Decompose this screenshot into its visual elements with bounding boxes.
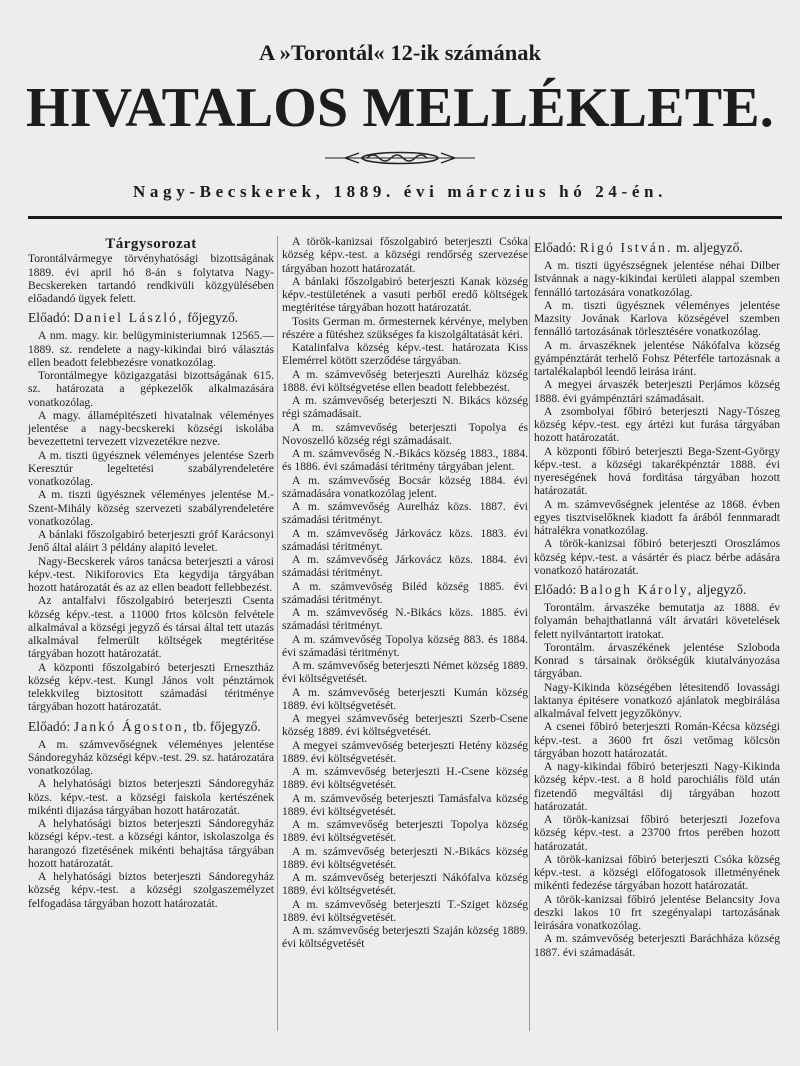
agenda-item: A központi főbiró beterjeszti Bega-Szent-György képv.-test. a községi takarékpénztár 1888. évi nyereségének hová forditása tárgyában hozott határozatát. — [534, 445, 780, 498]
column-divider — [277, 236, 278, 1031]
agenda-item: A m. számvevőség beterjeszti Topolya község 1889. évi költségvetését. — [282, 819, 528, 845]
agenda-item: A m. számvevőség N.-Bikács község 1883., 1884. és 1886. évi számadási téritmény tárgyában jelent. — [282, 448, 528, 474]
agenda-item: Nagy-Becskerek város tanácsa beterjeszti a városi képv.-test. Nikiforovics Eta kegydija tárgyában hozott határozatát és az az ellen beadott fellebbezést. — [28, 555, 274, 594]
agenda-item: A török-kanizsai főbiró jelentése Belancsity Jova deszki lakos 10 frt szegényalapi tartozásának leirására vonatkozólag. — [534, 893, 780, 932]
ornament-divider-icon — [0, 150, 800, 171]
agenda-item: A nagy-kikindai főbiró beterjeszti Nagy-Kikinda község képv.-test. a 8 hold parochiális föld után fizetendő megváltási dij tárgyában hozott határozatát. — [534, 761, 780, 813]
agenda-item: A m. számvevőség Bocsár község 1884. évi számadására vonatkozólag jelent. — [282, 474, 528, 500]
agenda-item: A m. számvevőség beterjeszti Aurelház község 1888. évi költségvetése ellen beadott felebbezést. — [282, 368, 528, 394]
masthead-title — [0, 76, 800, 140]
agenda-item: Az antalfalvi főszolgabiró beterjeszti Csenta község képv.-test. a 11000 frtos kölcsön felvétele alkalmával a községi jegyző és társai által tett utazás alkalmával felmerült költségek megtéritése tárgyában hozott határozatát. — [28, 595, 274, 661]
speaker-heading — [534, 581, 780, 599]
agenda-item: A m. számvevőség N.-Bikács közs. 1885. évi számadási téritményt. — [282, 607, 528, 633]
agenda-item: A m. számvevőség beterjeszti N.-Bikács község 1889. évi költségvetését. — [282, 845, 528, 871]
agenda-item: A m. számvevőség beterjeszti Tamásfalva község 1889. évi költségvetését. — [282, 792, 528, 818]
agenda-item: A m. tiszti ügyésznek véleményes jelentése M.-Szent-Mihály község szervezeti szabályrendeletére vonatkozólag. — [28, 489, 274, 528]
agenda-item: Nagy-Kikinda községében létesitendő lovassági laktanya épitésere vonatkozó ajánlatok megbirálása alkalmával felvett jegyzőkönyv. — [534, 681, 780, 720]
agenda-item: A m. tiszti ügyészségnek jelentése néhai Dilber Istvánnak a nagy-kikindai kerületi alappal szemben fennálló tartozására vonatkozólag. — [534, 260, 780, 299]
speaker-heading — [28, 718, 274, 736]
agenda-item: A m. számvevőség Aurelház közs. 1887. évi számadási téritményt. — [282, 501, 528, 527]
agenda-item: A m. számvevőség beterjeszti Baráchháza község 1887. évi számadását. — [534, 933, 780, 959]
agenda-item: A helyhatósági biztos beterjeszti Sándoregyház községi képv.-test. a községi kántor, iskolaszolga és harangozó fizetésének mikénti behajtása tárgyában hozott határozatát. — [28, 818, 274, 870]
agenda-item: A zsombolyai főbiró beterjeszti Nagy-Tószeg község képv.-test. egy ártézi kut furása tárgyában hozott határozatát. — [534, 405, 780, 445]
agenda-item: A csenei főbiró beterjeszti Román-Kécsa községi képv.-test. a 3600 frt őszi vetőmag kölcsön tárgyában hozott határozatát. — [534, 721, 780, 760]
agenda-item: Torontálm. árvaszékének jelentése Szloboda Konrad s társainak örökségük kiutalványozása tárgyában. — [534, 641, 780, 681]
agenda-item: A magy. államépitészeti hivatalnak véleményes jelentése a nagy-becskereki községi iskolába bevezettetni tervezett vizvezetékre nezve. — [28, 409, 274, 449]
agenda-item: A központi főszolgabiró beterjeszti Ernesztház község képv.-test. Kungl János volt pénztárnok telekkvileg biztositott számadási téritménye tárgyában hozott határozatát. — [28, 661, 274, 714]
agenda-item: A bánlaki főszolgabiró beterjeszti Kanak község képv.-testületének a vasuti perből eredő költségek megtéritése tárgyában hozott határozatát. — [282, 275, 528, 315]
agenda-item: A török-kanizsai főbiró beterjeszti Jozefova község képv.-test. a 23700 frtos perében hozott határozatát. — [534, 814, 780, 853]
speaker-name: Jankó Ágoston, — [73, 718, 190, 734]
speaker-label: Előadó: — [28, 310, 71, 326]
agenda-item: A megyei árvaszék beterjeszti Perjámos község 1888. évi gyámpénztári számadásait. — [534, 379, 780, 405]
speaker-heading — [28, 309, 274, 327]
agenda-item: A m. számvevőség beterjeszti Kumán község 1889. évi költségvetését. — [282, 686, 528, 712]
speaker-label: Előadó: — [534, 582, 577, 597]
speaker-heading — [534, 239, 780, 257]
agenda-item: Tosits German m. őrmesternek kérvénye, melyben részére a fütéshez szükséges fa kiszolgáltatását kéri. — [282, 315, 528, 341]
agenda-item: A megyei számvevőség beterjeszti Szerb-Csene község 1889. évi költségvetését. — [282, 713, 528, 739]
agenda-item: Katalinfalva község képv.-test. határozata Kiss Elemérrel kötött szerződése tárgyában. — [282, 342, 528, 368]
agenda-item: A m. számvevőség beterjeszti N. Bikács község régi számadásait. — [282, 395, 528, 421]
agenda-heading: Tárgysorozat — [105, 236, 197, 252]
agenda-item: A megyei számvevőség beterjeszti Hetény község 1889. évi költségvetését. — [282, 739, 528, 765]
agenda-item: A m. számvevőség beterjeszti Szaján község 1889. évi költségvetését — [282, 925, 528, 951]
speaker-label: Előadó: — [28, 718, 71, 734]
agenda-item: A m. tiszti ügyésznek véleményes jelentése Mazsity Jovának Karlova községével szemben fennálló tartozásának törlesztésére vonatkozólag. — [534, 299, 780, 339]
dateline — [0, 182, 800, 202]
agenda-item: A bánlaki főszolgabiró beterjeszti gróf Karácsonyi Jenő által aláirt 3 példány alapitó levelet. — [28, 529, 274, 555]
agenda-item: A helyhatósági biztos beterjeszti Sándoregyház közs. képv.-test. a községi faiskola kertészének mikénti dijazása tárgyában hozott határozatát. — [28, 778, 274, 817]
agenda-item: A m. számvevőség beterjeszti Nákófalva község 1889. évi költségvetését. — [282, 872, 528, 898]
speaker-label: Előadó: — [534, 240, 577, 255]
agenda-item: A török-kanizsai főbiró beterjeszti Oroszlámos község képv.-test. a vásártér és piacz bérbe adására vonatkozó határozatát. — [534, 538, 780, 577]
agenda-item: A m. számvevőségnek jelentése az 1868. évben egyes tisztviselőknek kiadott fa árából fennmaradt hátralékra vonatkozólag. — [534, 498, 780, 537]
agenda-item: A m. számvevőség Topolya község 883. és 1884. évi számadási téritményt. — [282, 633, 528, 659]
speaker-role: tb. főjegyző. — [192, 718, 261, 734]
supplement-subtitle — [0, 40, 800, 66]
agenda-item: A m. számvevőség Járkovácz közs. 1883. évi számadási téritményt. — [282, 527, 528, 553]
dateline-text: Nagy-Becskerek, 1889. évi márczius hó 24-én. — [133, 182, 667, 201]
column-3 — [534, 236, 780, 960]
agenda-item: A török-kanizsai főszolgabiró beterjeszti Csóka község képv.-test. a községi rendőrség szervezése tárgyában hozott határozatát. — [282, 236, 528, 275]
agenda-item: A török-kanizsai főbiró beterjeszti Csóka község képv.-test. a községi előfogatosok illetményének mikénti fedezése tárgyában hozott határozatát. — [534, 853, 780, 893]
header-rule — [28, 216, 782, 219]
speaker-name: Daniel László, — [73, 310, 184, 326]
agenda-item: A m. számvevőség beterjeszti Topolya és Novoszelló község régi számadásait. — [282, 421, 528, 447]
agenda-item: A m. tiszti ügyésznek véleményes jelentése Szerb Keresztúr legeltetési szabályrendeletére vonatkozólag. — [28, 449, 274, 488]
column-2 — [282, 236, 528, 952]
agenda-item: A m. számvevőség beterjeszti T.-Sziget község 1889. évi költségvetését. — [282, 898, 528, 924]
speaker-role: főjegyző. — [187, 310, 239, 326]
agenda-item: A helyhatósági biztos beterjeszti Sándoregyház község képv.-test. a községi szolgaszemélyzet felfogadása tárgyában hozott határozatát. — [28, 871, 274, 910]
speaker-role: aljegyző. — [696, 582, 747, 597]
title-text: HIVATALOS MELLÉKLETE. — [26, 77, 774, 139]
agenda-item: A m. számvevőség beterjeszti Német község 1889. évi költségvetését. — [282, 660, 528, 686]
speaker-name: Balogh Károly, — [579, 582, 694, 597]
agenda-item: A m. számvevőségnek véleményes jelentése Sándoregyház községi képv.-test. 29. sz. határozatára vonatkozólag. — [28, 738, 274, 777]
agenda-item: Torontálm. árvaszéke bemutatja az 1888. év folyamán behajthatlanná vált árvatári követelések felett nyilvántartott iratokat. — [534, 602, 780, 641]
agenda-item: A m. számvevőség Járkovácz közs. 1884. évi számadási téritményt. — [282, 554, 528, 580]
agenda-item: A m. számvevőség beterjeszti H.-Csene község 1889. évi költségvetését. — [282, 766, 528, 792]
agenda-item: A nm. magy. kir. belügyministeriumnak 12565.—1889. sz. rendelete a nagy-kikindai biró választás ellen beadott felebbezésre vonatkozólag. — [28, 330, 274, 369]
speaker-name: Rigó István. — [579, 240, 673, 255]
column-1 — [28, 236, 274, 911]
agenda-item: Torontálmegye közigazgatási bizottságának 615. sz. határozata a gépkezelők alkalmazására vonatkozólag. — [28, 370, 274, 409]
subtitle-text: A »Torontál« 12-ik számának — [259, 40, 541, 65]
speaker-role: m. aljegyző. — [675, 240, 743, 255]
agenda-item: A m. számvevőség Biléd község 1885. évi számadási téritményt. — [282, 580, 528, 606]
agenda-intro: Torontálvármegye törvényhatósági bizottságának 1889. évi april hó 8-án s folytatva Nagy-Becskereken tartandó rendkivüli közgyülésében előadandó ügyek felett. — [28, 253, 274, 305]
column-divider — [529, 236, 530, 1031]
agenda-item: A m. árvaszéknek jelentése Nákófalva község gyámpénztárát terhelő Fohsz Péterféle tartozásnak a tartalékalapból leendő leirása iránt. — [534, 339, 780, 378]
